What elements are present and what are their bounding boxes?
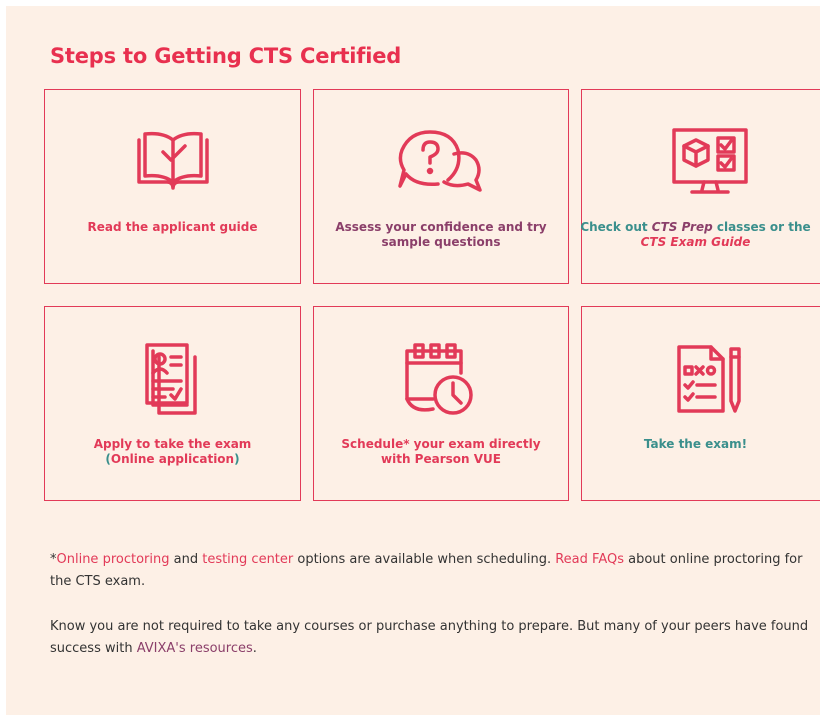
step-caption[interactable]: Assess your confidence and try sample questions (335, 220, 547, 249)
step-card-apply (44, 306, 301, 501)
note-text: Know you are not required to take any courses or purchase anything to prepare. But many of your peers have found success with (50, 619, 809, 656)
note-text: . (252, 641, 257, 656)
avixa-resources-link[interactable]: AVIXA's resources (136, 641, 253, 656)
application-form-icon (143, 343, 203, 415)
monitor-checklist-icon (670, 126, 750, 196)
exam-paper-pencil-icon (675, 343, 745, 415)
step-caption[interactable]: with Pearson VUE (381, 452, 501, 466)
proctoring-note (50, 549, 820, 593)
caption-text: Check out (580, 220, 652, 234)
page-title: Steps to Getting CTS Certified (50, 44, 402, 68)
paren: ) (234, 452, 240, 466)
step-card-take-exam (581, 306, 820, 501)
step-card-prep (581, 89, 820, 284)
step-caption[interactable]: Apply to take the exam (93, 437, 252, 451)
asterisk: * (50, 552, 57, 567)
step-card-read-guide (44, 89, 301, 284)
online-proctoring-link[interactable]: Online proctoring (56, 552, 170, 567)
question-bubbles-icon (398, 126, 484, 196)
online-application-link[interactable]: Online application (110, 452, 235, 466)
note-text: about online proctoring for the CTS exam. (50, 552, 803, 589)
step-caption[interactable]: Read the applicant guide (87, 220, 258, 234)
open-book-check-icon (133, 126, 213, 196)
note-text: options are available when scheduling. (293, 552, 556, 567)
testing-center-link[interactable]: testing center (202, 552, 294, 567)
step-caption[interactable]: Schedule* your exam directly (341, 437, 541, 451)
caption-text: classes or the (712, 220, 811, 234)
note-text: and (169, 552, 203, 567)
cts-exam-guide-link[interactable]: CTS Exam Guide (640, 235, 751, 249)
paren: ( (105, 452, 111, 466)
step-caption[interactable]: Take the exam! (643, 437, 748, 451)
step-card-assess (313, 89, 569, 284)
cts-prep-link[interactable]: CTS Prep (651, 220, 713, 234)
calendar-clock-icon (403, 343, 479, 417)
resources-note (50, 616, 820, 660)
step-card-schedule (313, 306, 569, 501)
read-faqs-link[interactable]: Read FAQs (555, 552, 624, 567)
